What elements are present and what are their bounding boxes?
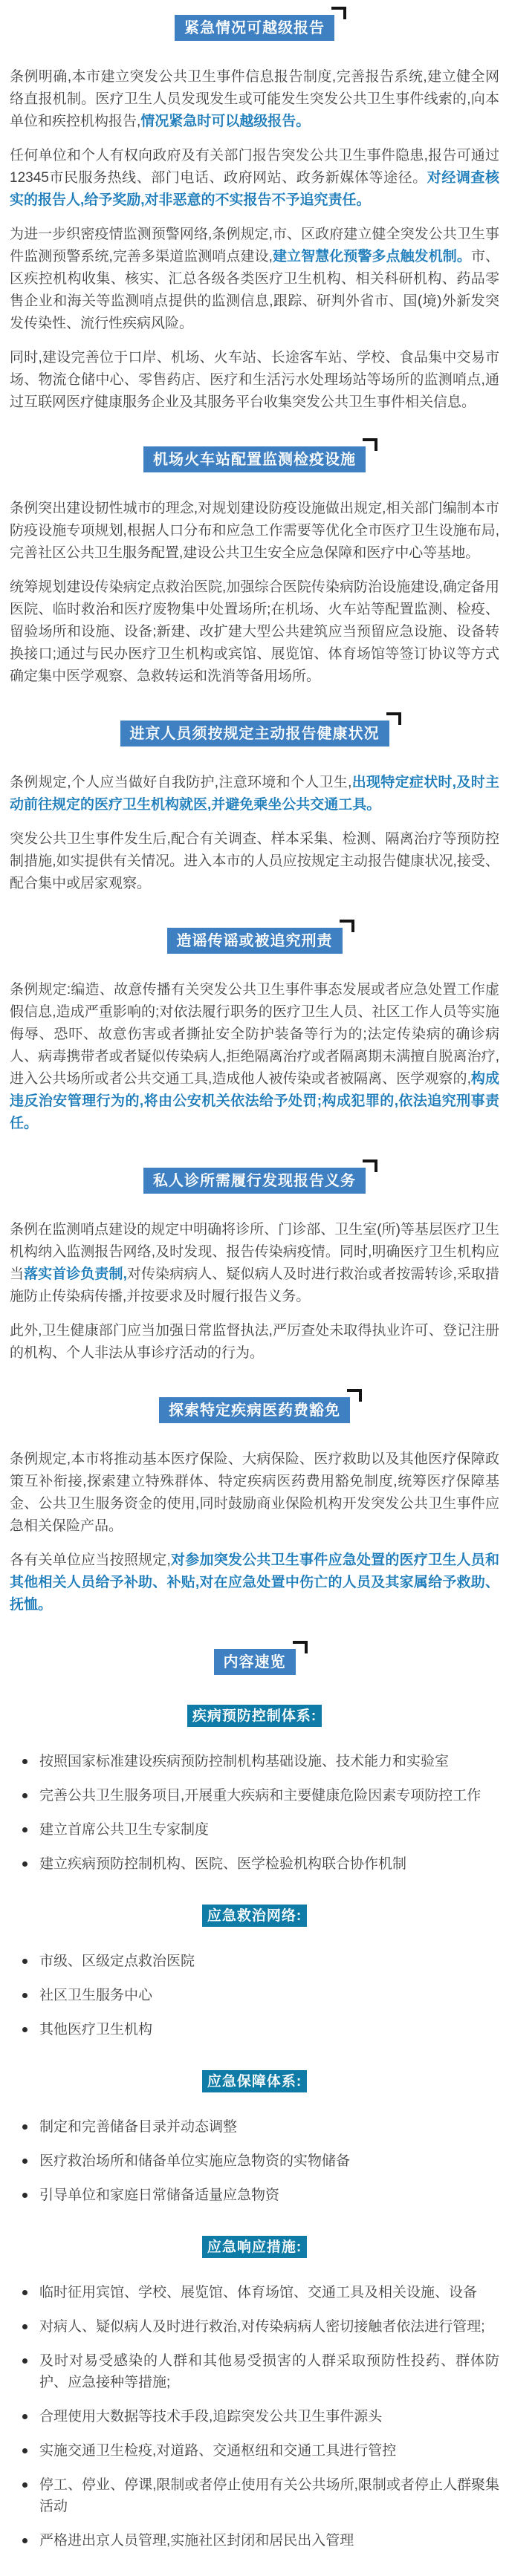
text-run: 条例在监测哨点建设的规定中明确将诊所、门诊部、卫生室(所)等基层医疗卫生机构纳入监测报告网络,及时发现、报告传染病疫情。同时,明确医疗卫生机构应当 bbox=[10, 1222, 499, 1282]
paragraph bbox=[10, 498, 499, 565]
bullet-item: 严格进出京人员管理,实施社区封闭和居民出入管理 bbox=[39, 2530, 499, 2551]
text-run: 对传染病病人、疑似病人及时进行救治或者按需转诊,采取措施防止传染病传播,并按要求及时履行报告义务。 bbox=[10, 1266, 499, 1304]
section-title-banner bbox=[175, 15, 334, 41]
bullet-item: 完善公共卫生服务项目,开展重大疾病和主要健康危险因素专项防控工作 bbox=[39, 1785, 499, 1806]
overview-group-heading: 应急救治网络: bbox=[202, 1905, 307, 1927]
bullet-item: 按照国家标准建设疾病预防控制机构基础设施、技术能力和实验室 bbox=[39, 1751, 499, 1772]
text-run: 条例明确,本市建立突发公共卫生事件信息报告制度,完善报告系统,建立健全网络直报机制。医疗卫生人员发现发生或可能发生突发公共卫生事件线索的,向本单位和疾控机构报告, bbox=[10, 69, 499, 129]
paragraph bbox=[10, 1549, 499, 1616]
bullet-item: 对病人、疑似病人及时进行救治,对传染病病人密切接触者依法进行管理; bbox=[39, 2316, 499, 2338]
paragraph bbox=[10, 1320, 499, 1365]
text-run: 任何单位和个人有权向政府及有关部门报告突发公共卫生事件隐患,报告可通过12345市民服务热线、部门电话、政府网站、政务新媒体等途径。 bbox=[10, 148, 499, 186]
overview-group-header bbox=[10, 2070, 499, 2092]
paragraph bbox=[10, 979, 499, 1135]
corner-bracket-icon bbox=[293, 1641, 308, 1653]
overview-header bbox=[10, 1649, 499, 1675]
overview-groups bbox=[10, 1705, 499, 2551]
bullet-item: 市级、区级定点救治医院 bbox=[39, 1951, 499, 1972]
paragraph bbox=[10, 347, 499, 414]
section-title-text: 紧急情况可越级报告 bbox=[184, 20, 325, 36]
section-header bbox=[10, 15, 499, 41]
paragraph bbox=[10, 224, 499, 335]
bullet-item: 建立首席公共卫生专家制度 bbox=[39, 1819, 499, 1841]
overview-group-heading: 应急响应措施: bbox=[202, 2236, 307, 2258]
article-sections bbox=[10, 15, 499, 1616]
section-title-banner bbox=[120, 721, 389, 747]
section-title-text: 私人诊所需履行发现报告义务 bbox=[153, 1173, 356, 1189]
section-title-banner bbox=[143, 1168, 366, 1194]
section-title-text: 进京人员须按规定主动报告健康状况 bbox=[129, 726, 380, 742]
corner-bracket-icon bbox=[363, 1159, 377, 1172]
text-run: 统筹规划建设传染病定点救治医院,加强综合医院传染病防治设施建设,确定备用医院、临时救治和医疗废物集中处置场所;在机场、火车站等配置监测、检疫、留验场所和设施、设备;新建、改扩建大型公共建筑应当预留应急设施、设备转换接口;通过与民办医疗卫生机构或宾馆、展览馆、体育场馆等签订协议等方式确定集中医学观察、急救转运和洗消等备用场所。 bbox=[10, 579, 499, 684]
section-header bbox=[10, 928, 499, 954]
section-title-banner bbox=[143, 446, 366, 472]
bullet-item: 引导单位和家庭日常储备适量应急物资 bbox=[39, 2185, 499, 2206]
text-run: 突发公共卫生事件发生后,配合有关调查、样本采集、检测、隔离治疗等预防控制措施,如实提供有关情况。进入本市的人员应按规定主动报告健康状况,接受、配合集中或居家观察。 bbox=[10, 831, 499, 891]
corner-bracket-icon bbox=[347, 1389, 362, 1402]
bullet-item: 临时征用宾馆、学校、展览馆、体育场馆、交通工具及相关设施、设备 bbox=[39, 2282, 499, 2303]
section-header bbox=[10, 446, 499, 472]
corner-bracket-icon bbox=[340, 920, 354, 932]
text-run: 条例规定:编造、故意传播有关突发公共卫生事件事态发展或者应急处置工作虚假信息,造成严重影响的;对依法履行职务的医疗卫生人员、社区工作人员等实施侮辱、恐吓、故意伤害或者撕扯安全防护装备等行为的;法定传染病的确诊病人、病毒携带者或者疑似传染病人,拒绝隔离治疗或者隔离期未满擅自脱离治疗,进入公共场所或者公共交通工具,造成他人被传染或者被隔离、医学观察的, bbox=[10, 982, 499, 1087]
bullet-item: 制定和完善储备目录并动态调整 bbox=[39, 2116, 499, 2138]
highlighted-text: 构成违反治安管理行为的,将由公安机关依法给予处罚;构成犯罪的,依法追究刑事责任。 bbox=[10, 1071, 499, 1131]
overview-group-header bbox=[10, 1705, 499, 1727]
corner-bracket-icon bbox=[331, 7, 346, 19]
overview-group-heading: 疾病预防控制体系: bbox=[187, 1705, 322, 1727]
section-title-text: 探索特定疾病医药费豁免 bbox=[169, 1402, 340, 1419]
highlighted-text: 建立智慧化预警多点触发机制。 bbox=[272, 249, 471, 264]
highlighted-text: 落实首诊负责制, bbox=[24, 1266, 127, 1282]
bullet-list bbox=[10, 2116, 499, 2206]
text-run: 条例突出建设韧性城市的理念,对规划建设防疫设施做出规定,相关部门编制本市防疫设施专项规划,根据人口分布和应急工作需要等优化全市医疗卫生设施布局,完善社区公共卫生服务配置,建设公共卫生安全应急保障和医疗中心等基地。 bbox=[10, 501, 499, 561]
bullet-item: 医疗救治场所和储备单位实施应急物资的实物储备 bbox=[39, 2150, 499, 2172]
section-header bbox=[10, 1168, 499, 1194]
bullet-item: 实施交通卫生检疫,对道路、交通枢纽和交通工具进行管控 bbox=[39, 2440, 499, 2462]
overview-title-banner bbox=[214, 1649, 296, 1675]
bullet-list bbox=[10, 2282, 499, 2551]
section-title-text: 机场火车站配置监测检疫设施 bbox=[153, 452, 356, 468]
section-header bbox=[10, 1397, 499, 1423]
text-run: 条例规定,本市将推动基本医疗保险、大病保险、医疗救助以及其他医疗保障政策互补衔接,探索建立特殊群体、特定疾病医药费用豁免制度,统筹医疗保障基金、公共卫生服务资金的使用,同时鼓励商业保险机构开发突发公共卫生事件应急相关保险产品。 bbox=[10, 1451, 499, 1534]
bullet-item: 其他医疗卫生机构 bbox=[39, 2019, 499, 2040]
bullet-item: 社区卫生服务中心 bbox=[39, 1985, 499, 2006]
overview-group-heading: 应急保障体系: bbox=[202, 2070, 307, 2092]
highlighted-text: 对参加突发公共卫生事件应急处置的医疗卫生人员和其他相关人员给予补助、补贴,对在应急处置中伤亡的人员及其家属给予救助、抚恤。 bbox=[10, 1552, 499, 1613]
bullet-list bbox=[10, 1751, 499, 1875]
bullet-item: 及时对易受感染的人群和其他易受损害的人群采取预防性投药、群体防护、应急接种等措施; bbox=[39, 2350, 499, 2393]
bullet-item: 合理使用大数据等技术手段,追踪突发公共卫生事件源头 bbox=[39, 2406, 499, 2427]
text-run: 市、区疾控机构收集、核实、汇总各级各类医疗卫生机构、相关科研机构、药品零售企业和海关等监测哨点提供的监测信息,跟踪、研判外省市、国(境)外新发突发传染性、流行性疾病风险。 bbox=[10, 249, 499, 331]
text-run: 同时,建设完善位于口岸、机场、火车站、长途客车站、学校、食品集中交易市场、物流仓储中心、零售药店、医疗和生活污水处理场站等场所的监测哨点,通过互联网医疗健康服务企业及其服务平台收集突发公共卫生事件相关信息。 bbox=[10, 350, 499, 410]
paragraph bbox=[10, 145, 499, 212]
text-run: 此外,卫生健康部门应当加强日常监督执法,严厉查处未取得执业许可、登记注册的机构、个人非法从事诊疗活动的行为。 bbox=[10, 1323, 499, 1361]
paragraph bbox=[10, 1448, 499, 1538]
paragraph bbox=[10, 66, 499, 133]
highlighted-text: 对经调查核实的报告人,给予奖励,对非恶意的不实报告不予追究责任。 bbox=[10, 170, 499, 208]
text-run: 条例规定,个人应当做好自我防护,注意环境和个人卫生, bbox=[10, 775, 352, 790]
overview-group-header bbox=[10, 1905, 499, 1927]
paragraph bbox=[10, 828, 499, 895]
section-title-text: 造谣传谣或被追究刑责 bbox=[176, 933, 333, 949]
paragraph bbox=[10, 576, 499, 688]
corner-bracket-icon bbox=[386, 712, 401, 725]
section-title-banner bbox=[159, 1397, 350, 1423]
section-header bbox=[10, 721, 499, 747]
bullet-list bbox=[10, 1951, 499, 2040]
bullet-item: 建立疾病预防控制机构、医院、医学检验机构联合协作机制 bbox=[39, 1853, 499, 1875]
paragraph bbox=[10, 1219, 499, 1308]
overview-title-text: 内容速览 bbox=[223, 1654, 286, 1671]
highlighted-text: 出现特定症状时,及时主动前往规定的医疗卫生机构就医,并避免乘坐公共交通工具。 bbox=[10, 775, 499, 813]
bullet-item: 停工、停业、停课,限制或者停止使用有关公共场所,限制或者停止人群聚集活动 bbox=[39, 2474, 499, 2517]
paragraph bbox=[10, 772, 499, 816]
overview-group-header bbox=[10, 2236, 499, 2258]
corner-bracket-icon bbox=[363, 438, 377, 451]
section-title-banner bbox=[167, 928, 343, 954]
highlighted-text: 情况紧急时可以越级报告。 bbox=[140, 114, 311, 129]
text-run: 各有关单位应当按照规定, bbox=[10, 1552, 171, 1568]
text-run: 为进一步织密疫情监测预警网络,条例规定,市、区政府建立健全突发公共卫生事件监测预警系统,完善多渠道监测哨点建设, bbox=[10, 227, 499, 264]
